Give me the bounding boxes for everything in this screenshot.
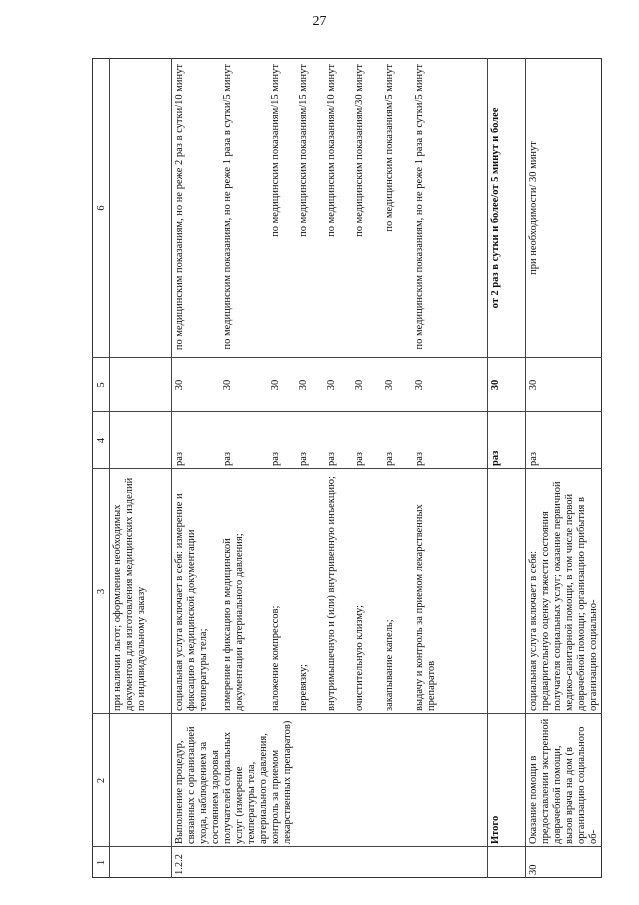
item-frequency: по медицинским показаниям, но не реже 1 раза в сутки/5 минут (222, 64, 233, 350)
item-unit: раз (222, 451, 233, 466)
sub-item (220, 58, 268, 878)
item-description: наложение компрессов; (270, 605, 281, 711)
item-frequency: по медицинским показаниям, но не реже 2 раз в сутки/10 минут (174, 64, 185, 351)
item-number: 30 (384, 379, 395, 391)
row-number-value: 30 (528, 379, 539, 391)
item-unit: раз (270, 451, 281, 466)
total-frequency: от 2 раз в сутки и более/от 5 минут и более (490, 107, 501, 309)
header-col-3: 3 (96, 588, 107, 595)
item-description: очистительную клизму; (354, 605, 365, 711)
item-description: социальная услуга включает в себя: измерение и фиксацию в медицинской документации температуры тела; (174, 493, 209, 711)
sub-item (268, 58, 296, 878)
item-number: 30 (354, 379, 365, 391)
item-frequency: по медицинским показаниям/15 минут (270, 64, 281, 237)
row-frequency: при необходимости/ 30 минут (528, 141, 539, 275)
table-row-1-2-3 (526, 58, 602, 878)
sub-item (352, 58, 382, 878)
item-number: 30 (222, 379, 233, 391)
item-unit: раз (384, 451, 395, 466)
table-row (110, 58, 172, 878)
total-number: 30 (490, 379, 501, 391)
table-header-row (92, 58, 110, 878)
item-frequency: по медицинским показаниям, но не реже 1 раза в сутки/5 минут (414, 64, 425, 350)
total-label: Итого (490, 815, 501, 844)
sub-item (296, 58, 324, 878)
page-number: 27 (312, 14, 327, 29)
row-number: 1.2.2 (174, 854, 185, 875)
row-number: 30 (528, 864, 539, 875)
row-description: при наличии льгот; оформление необходимых документов для изготовления медицинских изделий по индивидуальному заказу (112, 477, 147, 711)
item-number: 30 (298, 379, 309, 391)
sub-item (324, 58, 352, 878)
item-frequency: по медицинским показаниям/10 минут (326, 64, 337, 237)
row-unit: раз (528, 451, 539, 466)
service-name: Оказание помощи в предоставлении экстренной доврачебной помощи, вызов врача на дом (в организацию социального об- (528, 718, 599, 844)
item-description: перевязку; (298, 664, 309, 711)
header-col-5: 5 (96, 382, 107, 388)
item-unit: раз (354, 451, 365, 466)
header-col-6: 6 (96, 205, 107, 211)
sub-item (412, 58, 488, 878)
item-description: закапывание капель; (384, 619, 395, 711)
item-number: 30 (174, 379, 185, 391)
item-unit: раз (174, 451, 185, 466)
item-frequency: по медицинским показаниям/15 минут (298, 64, 309, 237)
sub-item (172, 58, 220, 878)
item-description: выдачу и контроль за приемом лекарственных препаратов (414, 504, 437, 711)
services-table (92, 58, 602, 878)
header-col-1: 1 (96, 859, 107, 866)
item-frequency: по медицинским показаниям/5 минут (384, 64, 395, 232)
item-description: измерение и фиксацию в медицинской документации артериального давления; (222, 533, 245, 711)
item-description: внутримышечную и (или) внутривенную инъекцию; (326, 476, 337, 711)
item-number: 30 (326, 379, 337, 391)
item-number: 30 (414, 379, 425, 391)
item-frequency: по медицинским показаниям/30 минут (354, 64, 365, 237)
service-name: Выполнение процедур, связанных с организацией ухода, наблюдением за состоянием здоровья получателей социальных услуг (измерение температуры тела, артериального давления, контроль за приемом лекарственных препаратов) (174, 720, 293, 844)
sub-item (382, 58, 412, 878)
header-col-2: 2 (96, 777, 107, 784)
item-unit: раз (298, 451, 309, 466)
item-unit: раз (414, 451, 425, 466)
total-unit: раз (490, 450, 501, 466)
table-total-row (488, 58, 526, 878)
item-number: 30 (270, 379, 281, 391)
header-col-4: 4 (96, 437, 107, 444)
row-description: социальная услуга включает в себя: предварительную оценку тяжести состояния получателя социальных услуг; оказание первичной медико-санитарной помощи, в том числе первой доврачебной помощи; организацию прибытия в организацию социально- (528, 481, 599, 711)
table-row-1-2-2 (172, 58, 488, 878)
item-unit: раз (326, 451, 337, 466)
